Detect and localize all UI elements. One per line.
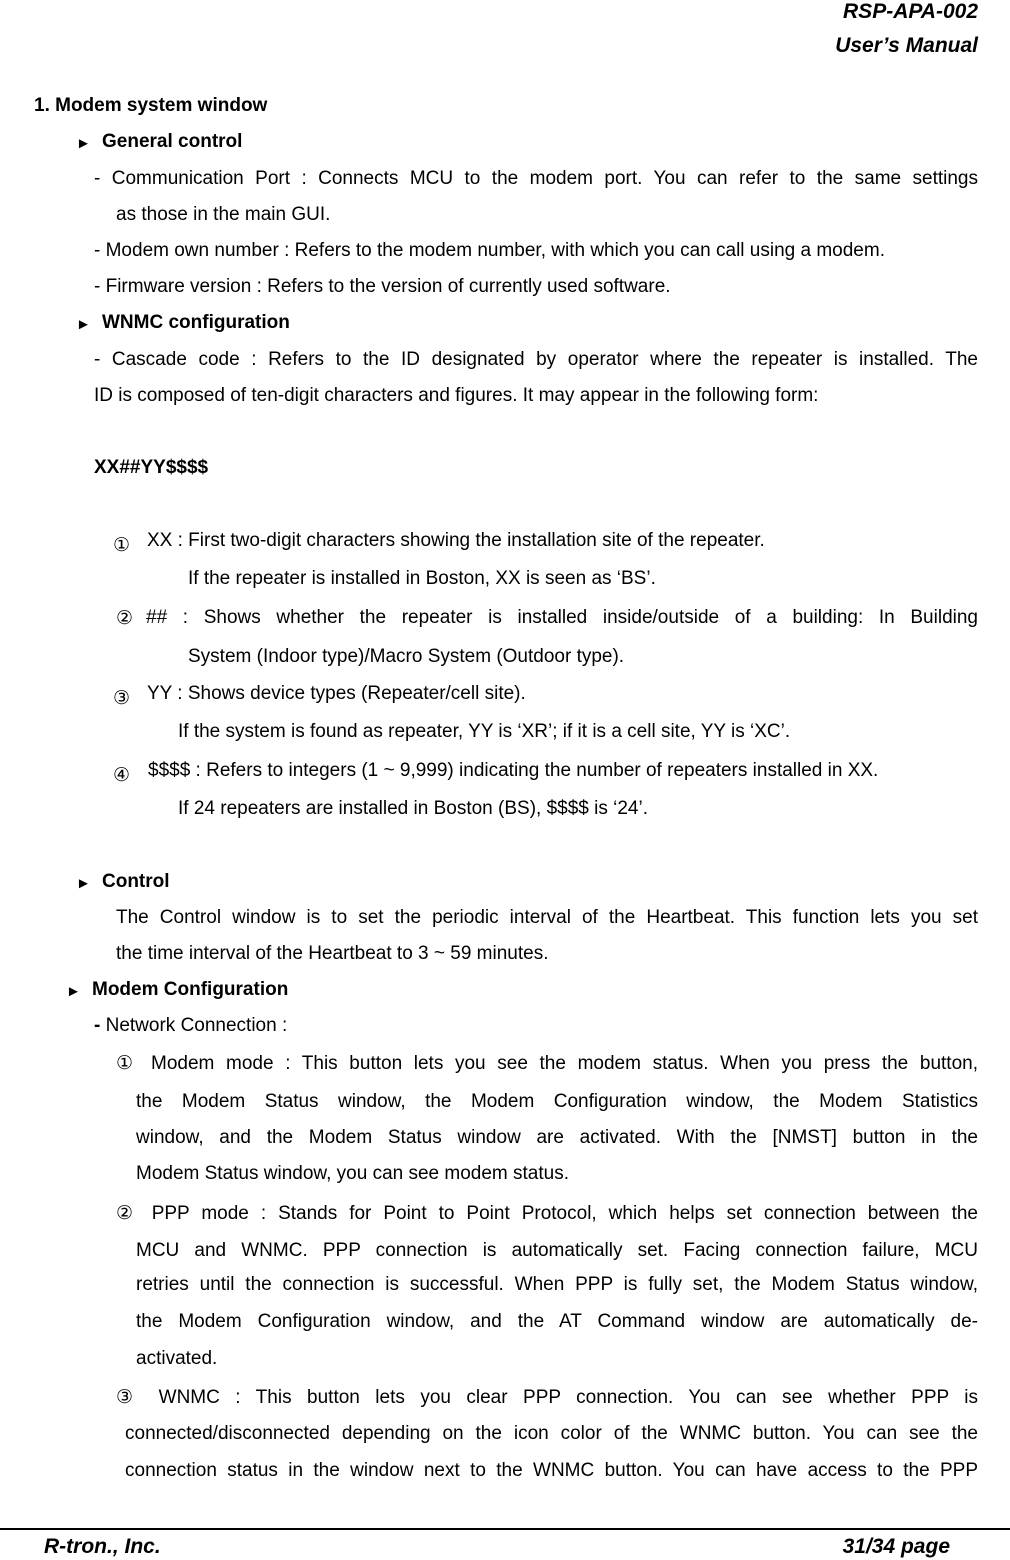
general-control-heading: General control bbox=[102, 131, 243, 152]
cascade-code-line-2: ID is composed of ten-digit characters and figures. It may appear in the following form: bbox=[94, 385, 819, 406]
modem-mode-line-1: ① Modem mode : This button lets you see the modem status. When you press the button, bbox=[116, 1053, 978, 1074]
wnmc-configuration-heading: WNMC configuration bbox=[102, 312, 290, 333]
modem-configuration-heading: Modem Configuration bbox=[92, 979, 289, 1000]
item-3-line-2: If the system is found as repeater, YY is ‘XR’; if it is a cell site, YY is ‘XC’. bbox=[178, 721, 791, 742]
ppp-mode-line-3: retries until the connection is successful. When PPP is fully set, the Modem Status window, bbox=[136, 1274, 978, 1295]
item-4-line-2: If 24 repeaters are installed in Boston (BS), $$$$ is ‘24’. bbox=[178, 798, 648, 819]
ppp-mode-line-2: MCU and WNMC. PPP connection is automatically set. Facing connection failure, MCU bbox=[136, 1240, 978, 1261]
wnmc-line-1: ③ WNMC : This button lets you clear PPP connection. You can see whether PPP is bbox=[116, 1387, 978, 1408]
item-2-line-2: System (Indoor type)/Macro System (Outdoor type). bbox=[188, 646, 625, 667]
wnmc-line-3: connection status in the window next to the WNMC button. You can have access to the PPP bbox=[125, 1460, 978, 1481]
modem-mode-line-2: the Modem Status window, the Modem Configuration window, the Modem Statistics bbox=[136, 1091, 978, 1112]
document-id: RSP-APA-002 bbox=[843, 0, 978, 23]
ppp-mode-line-1: ② PPP mode : Stands for Point to Point Protocol, which helps set connection between the bbox=[116, 1203, 978, 1224]
item-2-line-1: ## : Shows whether the repeater is installed inside/outside of a building: In Building bbox=[146, 607, 978, 628]
comm-port-line-1: - Communication Port : Connects MCU to the modem port. You can refer to the same settings bbox=[94, 168, 978, 189]
cascade-code-format: XX##YY$$$$ bbox=[94, 457, 209, 478]
control-line-2: the time interval of the Heartbeat to 3 ~ 59 minutes. bbox=[116, 943, 549, 964]
item-4-line-1: $$$$ : Refers to integers (1 ~ 9,999) indicating the number of repeaters installed in XX. bbox=[148, 760, 879, 781]
control-line-1: The Control window is to set the periodic interval of the Heartbeat. This function lets you set bbox=[116, 907, 978, 928]
modem-mode-line-4: Modem Status window, you can see modem status. bbox=[136, 1163, 569, 1184]
item-3-marker: ③ bbox=[94, 688, 131, 709]
item-3-line-1: YY : Shows device types (Repeater/cell site). bbox=[147, 683, 526, 704]
item-1-line-1: XX : First two-digit characters showing the installation site of the repeater. bbox=[147, 530, 765, 551]
modem-number-line: - Modem own number : Refers to the modem number, with which you can call using a modem. bbox=[94, 240, 885, 261]
footer-divider bbox=[0, 1528, 1010, 1530]
wnmc-line-2: connected/disconnected depending on the icon color of the WNMC button. You can see the bbox=[125, 1423, 978, 1444]
footer-page-number: 31/34 page bbox=[842, 1535, 950, 1558]
control-heading: Control bbox=[102, 871, 170, 892]
network-connection-line bbox=[94, 1015, 287, 1037]
item-4-marker: ④ bbox=[94, 765, 131, 786]
bullet-icon: ► bbox=[66, 983, 81, 1000]
item-1-line-2: If the repeater is installed in Boston, XX is seen as ‘BS’. bbox=[188, 568, 656, 589]
document-type: User’s Manual bbox=[835, 34, 978, 57]
modem-mode-line-3: window, and the Modem Status window are activated. With the [NMST] button in the bbox=[136, 1127, 978, 1148]
firmware-line: - Firmware version : Refers to the version of currently used software. bbox=[94, 276, 671, 297]
footer-company: R-tron., Inc. bbox=[44, 1535, 161, 1558]
bullet-icon: ► bbox=[76, 135, 91, 152]
bullet-icon: ► bbox=[76, 875, 91, 892]
bullet-icon: ► bbox=[76, 316, 91, 333]
ppp-mode-line-5: activated. bbox=[136, 1348, 218, 1369]
ppp-mode-line-4: the Modem Configuration window, and the AT Command window are automatically de- bbox=[136, 1311, 978, 1332]
section-title: 1. Modem system window bbox=[34, 95, 268, 116]
cascade-code-line-1: - Cascade code : Refers to the ID designated by operator where the repeater is installed. The bbox=[94, 349, 978, 370]
comm-port-line-2: as those in the main GUI. bbox=[116, 204, 331, 225]
item-1-marker: ① bbox=[94, 535, 131, 556]
item-2-marker: ② bbox=[116, 608, 134, 629]
network-connection-label: Network Connection : bbox=[100, 1015, 288, 1036]
network-connection-dash: - bbox=[94, 1015, 101, 1036]
